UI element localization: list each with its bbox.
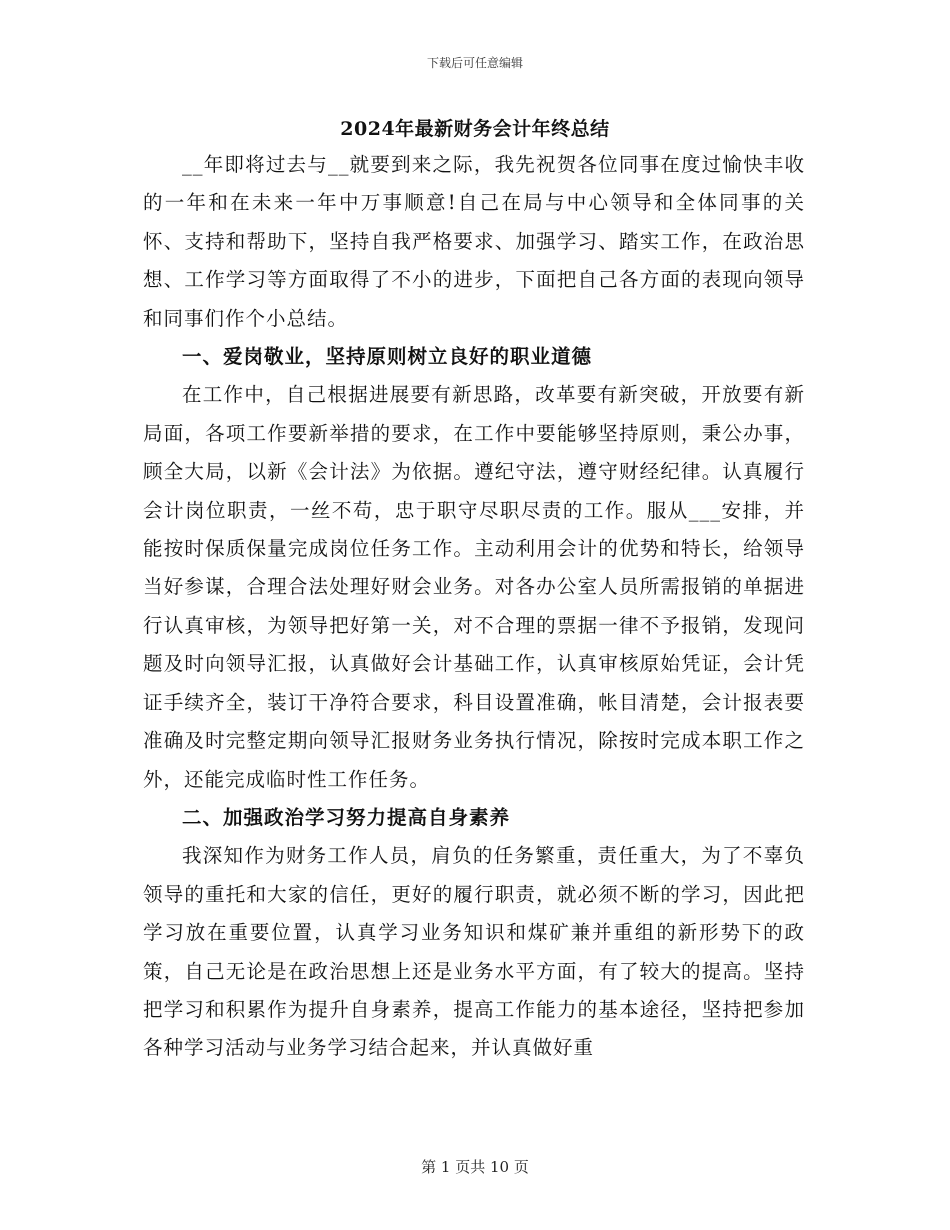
section-heading-2: 二、加强政治学习努力提高自身素养 (182, 805, 511, 829)
document-body (143, 146, 805, 1068)
intro-paragraph: __年即将过去与__就要到来之际，我先祝贺各位同事在度过愉快丰收的一年和在未来一年中万事顺意!自己在局与中心领导和全体同事的关怀、支持和帮助下，坚持自我严格要求、加强学习、踏实工作，在政治思想、工作学习等方面取得了不小的进步，下面把自己各方面的表现向领导和同事们作个小总结。 (143, 153, 805, 330)
section-1-paragraph: 在工作中，自己根据进展要有新思路，改革要有新突破，开放要有新局面，各项工作要新举措的要求，在工作中要能够坚持原则，秉公办事，顾全大局，以新《会计法》为依据。遵纪守法，遵守财经纪律。认真履行会计岗位职责，一丝不苟，忠于职守尽职尽责的工作。服从___安排，并能按时保质保量完成岗位任务工作。主动利用会计的优势和特长，给领导当好参谋，合理合法处理好财会业务。对各办公室人员所需报销的单据进行认真审核，为领导把好第一关，对不合理的票据一律不予报销，发现问题及时向领导汇报，认真做好会计基础工作，认真审核原始凭证，会计凭证手续齐全，装订干净符合要求，科目设置准确，帐目清楚，会计报表要准确及时完整定期向领导汇报财务业务执行情况，除按时完成本职工作之外，还能完成临时性工作任务。 (143, 383, 805, 791)
page-footer: 第 1 页共 10 页 (421, 1158, 529, 1176)
header-note: 下载后可任意编辑 (426, 56, 523, 70)
section-heading-1: 一、爱岗敬业，坚持原则树立良好的职业道德 (182, 345, 593, 369)
document-title: 2024年最新财务会计年终总结 (340, 118, 610, 140)
section-2-paragraph: 我深知作为财务工作人员，肩负的任务繁重，责任重大，为了不辜负领导的重托和大家的信任，更好的履行职责，就必须不断的学习，因此把学习放在重要位置，认真学习业务知识和煤矿兼并重组的新形势下的政策，自己无论是在政治思想上还是业务水平方面，有了较大的提高。坚持把学习和积累作为提升自身素养，提高工作能力的基本途径，坚持把参加各种学习活动与业务学习结合起来，并认真做好重 (143, 844, 805, 1060)
